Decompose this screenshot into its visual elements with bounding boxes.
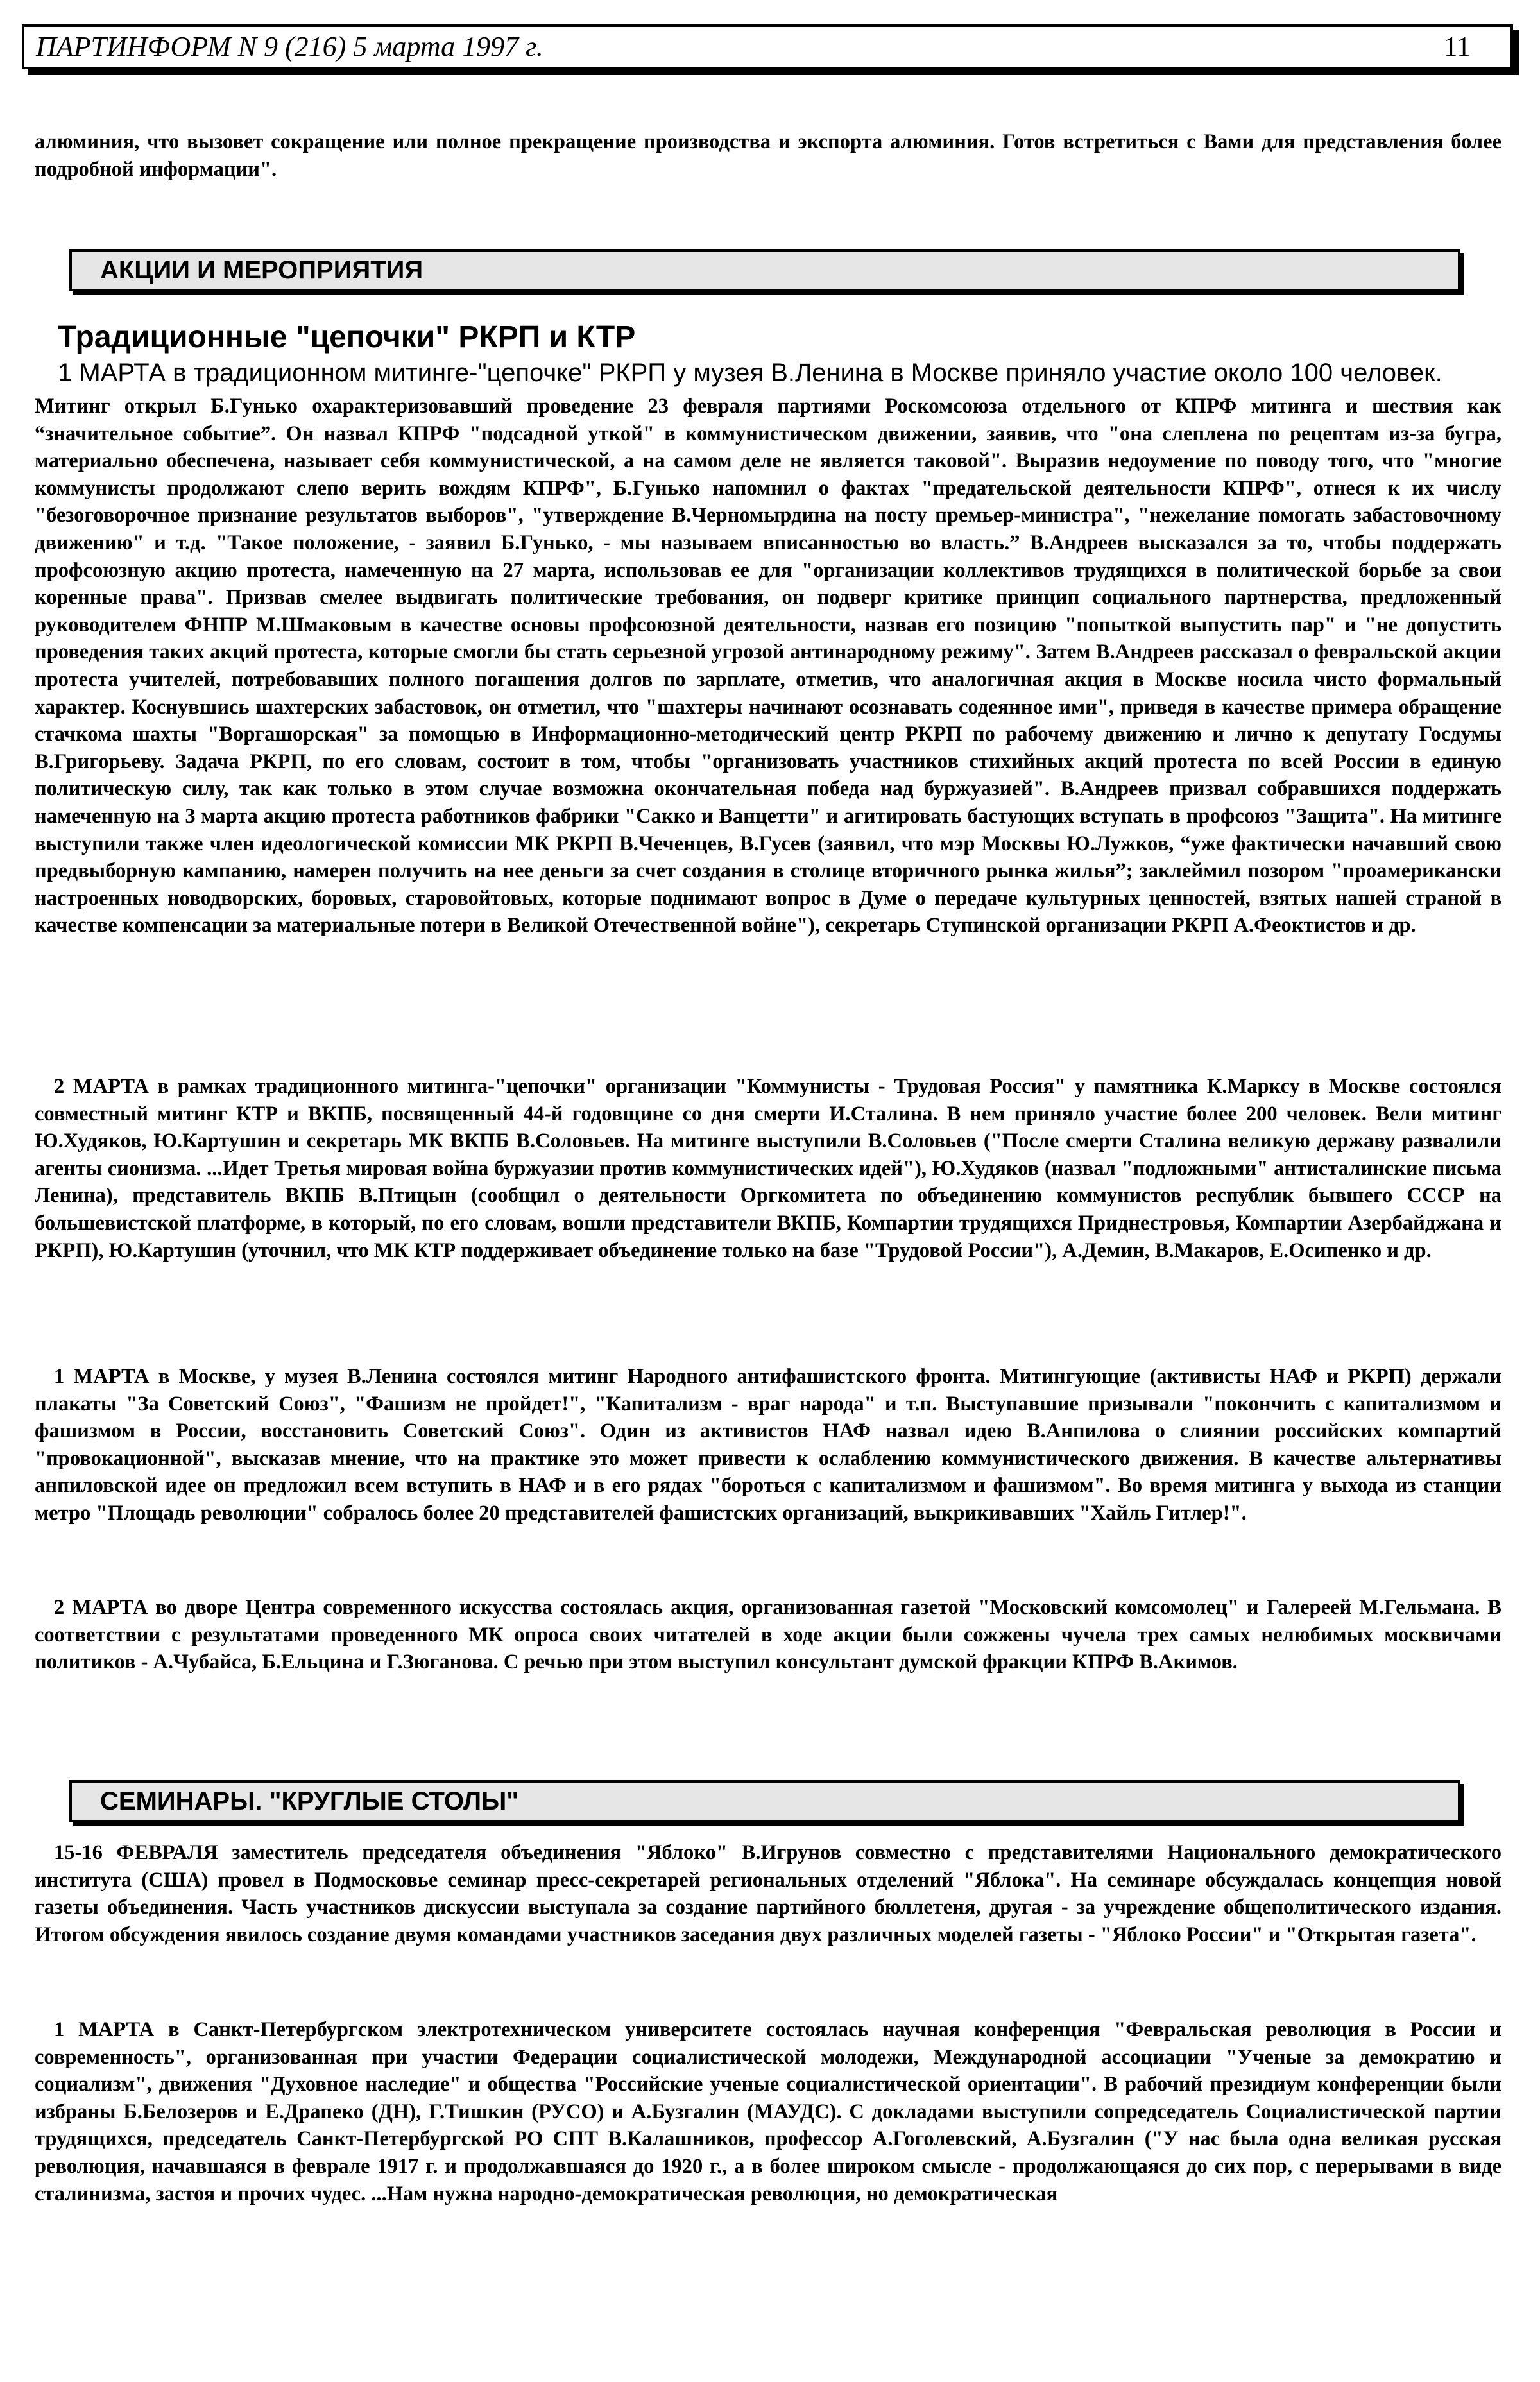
page-header [22, 24, 1513, 69]
article-paragraph: Митинг открыл Б.Гунько охарактеризовавший проведение 23 февраля партиями Роскомсоюза отдельного от КПРФ митинга и шествия как “значительное событие”. Он назвал КПРФ "подсадной уткой" в коммунистическом движении, заявив, что "она слеплена по рецептам из-за бугра, материально обеспечена, называет себя коммунистической, а на самом деле не является таковой". Выразив недоумение по поводу того, что "многие коммунисты продолжают слепо верить вождям КПРФ", Б.Гунько напомнил о фактах "предательской деятельности КПРФ", отнеся к их числу "безоговорочное признание результатов выборов", "утверждение В.Черномырдина на посту премьер-министра", "нежелание помогать забастовочному движению" и т.д. "Такое положение, - заявил Б.Гунько, - мы называем вписанностью во власть.” В.Андреев высказался за то, чтобы поддержать профсоюзную акцию протеста, намеченную на 27 марта, использовав ее для "организации коллективов трудящихся в политической борьбе за свои коренные права". Призвав смелее выдвигать политические требования, он подверг критике принцип социального партнерства, предложенный руководителем ФНПР М.Шмаковым в качестве основы профсоюзной деятельности, назвав его позицию "попыткой выпустить пар" и "не допустить проведения таких акций протеста, которые смогли бы стать серьезной угрозой антинародному режиму". Затем В.Андреев рассказал о февральской акции протеста учителей, потребовавших полного погашения долгов по зарплате, отметив, что аналогичная акция в Москве носила чисто формальный характер. Коснувшись шахтерских забастовок, он отметил, что "шахтеры начинают осознавать содеянное ими", приведя в качестве примера обращение стачкома шахты "Воргашорская" за помощью в Информационно-методический центр РКРП по рабочему движению и лично к депутату Госдумы В.Григорьеву. Задача РКРП, по его словам, состоит в том, чтобы "организовать участников стихийных акций протеста по всей России в единую политическую силу, так как только в этом случае возможна окончательная победа над буржуазией". В.Андреев призвал собравшихся поддержать намеченную на 3 марта акцию протеста работников фабрики "Сакко и Ванцетти" и агитировать бастующих вступать в профсоюз "Защита". На митинге выступили также член идеологической комиссии МК РКРП В.Чеченцев, В.Гусев (заявил, что мэр Москвы Ю.Лужков, “уже фактически начавший свою предвыборную кампанию, намерен получить на нее деньги за счет создания в столице вторичного рынка жилья”; заклеймил позором "проамерикански настроенных новодворских, боровых, старовойтовых, которые поднимают вопрос в Думе о передаче культурных ценностей, взятых нашей страной в качестве компенсации за материальные потери в Великой Отечественной войне"), секретарь Ступинской организации РКРП А.Феоктистов и др. [35, 395, 1502, 938]
section-heading-label: СЕМИНАРЫ. "КРУГЛЫЕ СТОЛЫ" [100, 1787, 519, 1815]
section-heading-events [69, 249, 1460, 291]
article-lead: 1 МАРТА в традиционном митинге-"цепочке" РКРП у музея В.Ленина в Москве приняло участие около 100 человек. [58, 359, 1442, 387]
section-heading-seminars [69, 1780, 1460, 1822]
article-paragraph: 15-16 ФЕВРАЛЯ заместитель председателя объединения "Яблоко" В.Игрунов совместно с представителями Национального демократического института (США) провел в Подмосковье семинар пресс-секретарей региональных отделений "Яблока". На семинаре обсуждалась концепция новой газеты объединения. Часть участников дискуссии выступала за создание партийного бюллетеня, другая - за учреждение общеполитического издания. Итогом обсуждения явилось создание двумя командами участников заседания двух различных моделей газеты - "Яблоко России" и "Открытая газета". [35, 1841, 1502, 1946]
article-paragraph: 2 МАРТА во дворе Центра современного искусства состоялась акция, организованная газетой "Московский комсомолец" и Галереей М.Гельмана. В соответствии с результатами проведенного МК опроса своих читателей в ходе акции были сожжены чучела трех самых нелюбимых москвичами политиков - А.Чубайса, Б.Ельцина и Г.Зюганова. С речью при этом выступил консультант думской фракции КПРФ В.Акимов. [35, 1596, 1502, 1674]
intro-paragraph: алюминия, что вызовет сокращение или полное прекращение производства и экспорта алюминия. Готов встретиться с Вами для представления более подробной информации". [35, 130, 1502, 181]
publication-title: ПАРТИНФОРМ N 9 (216) 5 марта 1997 г. [36, 31, 543, 62]
article-paragraph: 1 МАРТА в Санкт-Петербургском электротехническом университете состоялась научная конференция "Февральская революция в России и современность", организованная при участии Федерации социалистической молодежи, Международной ассоциации "Ученые за демократию и социализм", движения "Духовное наследие" и общества "Российские ученые социалистической ориентации". В рабочий президиум конференции были избраны Б.Белозеров и Е.Драпеко (ДН), Г.Тишкин (РУСО) и А.Бузгалин (МАУДС). С докладами выступили сопредседатель Социалистической партии трудящихся, председатель Санкт-Петербургской РО СПТ В.Калашников, профессор А.Гоголевский, А.Бузгалин ("У нас была одна великая русская революция, начавшаяся в феврале 1917 г. и продолжавшаяся до 1920 г., а в более широком смысле - продолжающаяся до сих пор, с перерывами в виде сталинизма, застоя и прочих чудес. ...Нам нужна народно-демократическая революция, но демократическая [35, 2018, 1502, 2206]
section-heading-label: АКЦИИ И МЕРОПРИЯТИЯ [100, 256, 424, 284]
page-number: 11 [1443, 31, 1471, 62]
article-paragraph: 2 МАРТА в рамках традиционного митинга-"цепочки" организации "Коммунисты - Трудовая Россия" у памятника К.Марксу в Москве состоялся совместный митинг КТР и ВКПБ, посвященный 44-й годовщине со дня смерти И.Сталина. В нем приняло участие более 200 человек. Вели митинг Ю.Худяков, Ю.Картушин и секретарь МК ВКПБ В.Соловьев. На митинге выступили В.Соловьев ("После смерти Сталина великую державу развалили агенты сионизма. ...Идет Третья мировая война буржуазии против коммунистических идей"), Ю.Худяков (назвал "подложными" антисталинские письма Ленина), представитель ВКПБ В.Птицын (сообщил о деятельности Оргкомитета по объединению коммунистов республик бывшего СССР на большевистской платформе, в который, по его словам, вошли представители ВКПБ, Компартии трудящихся Приднестровья, Компартии Азербайджана и РКРП), Ю.Картушин (уточнил, что МК КТР поддерживает объединение только на базе "Трудовой России"), А.Демин, В.Макаров, Е.Осипенко и др. [35, 1075, 1502, 1262]
article-title: Традиционные "цепочки" РКРП и КТР [58, 320, 636, 354]
article-paragraph: 1 МАРТА в Москве, у музея В.Ленина состоялся митинг Народного антифашистского фронта. Митингующие (активисты НАФ и РКРП) держали плакаты "За Советский Союз", "Фашизм не пройдет!", "Капитализм - враг народа" и т.п. Выступавшие призывали "покончить с капитализмом и фашизмом в России, восстановить Советский Союз". Один из активистов НАФ назвал идею В.Анпилова о слиянии российских компартий "провокационной", высказав мнение, что на практике это может привести к ослаблению коммунистического движения. В качестве альтернативы анпиловской идее он предложил всем вступить в НАФ и в его рядах "бороться с капитализмом и фашизмом". Во время митинга у выхода из станции метро "Площадь революции" собралось более 20 представителей фашистских организаций, выкрикивавших "Хайль Гитлер!". [35, 1365, 1502, 1525]
